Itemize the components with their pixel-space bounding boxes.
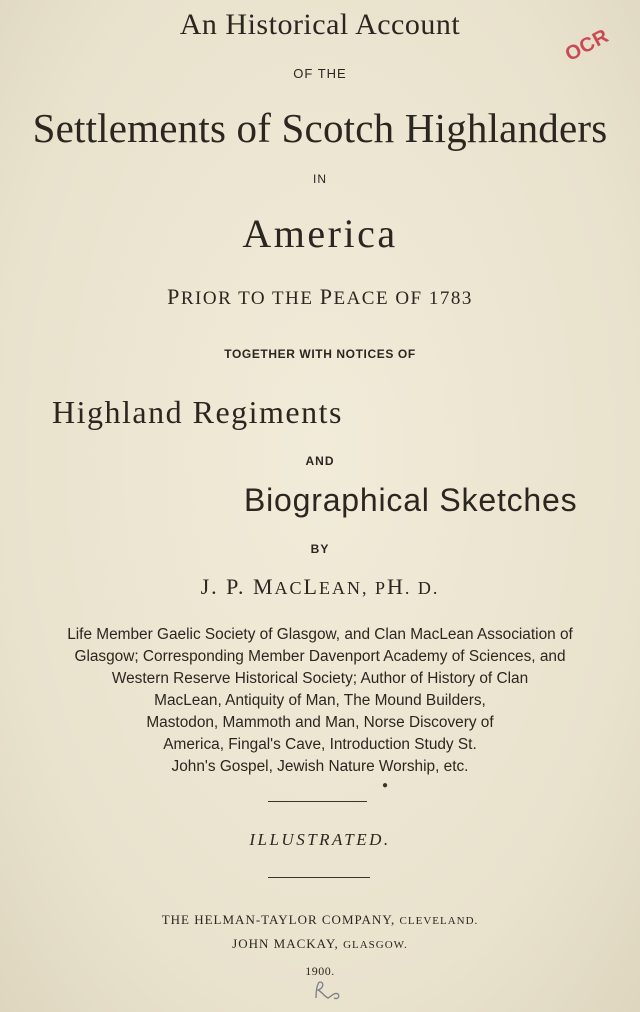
title-line-historical-account: An Historical Account <box>179 8 461 41</box>
title-line-america: America <box>242 211 398 256</box>
author-biography <box>12 624 628 778</box>
divider-rule <box>268 877 370 878</box>
author-part: L <box>303 574 319 599</box>
publisher-city: CLEVELAND. <box>399 915 479 927</box>
title-line-in: IN <box>313 172 327 186</box>
author-part: AC <box>274 578 304 598</box>
handwritten-mark-icon <box>310 978 346 1002</box>
biography-line: Glasgow; Corresponding Member Davenport Academy of Sciences, and <box>74 648 566 665</box>
publication-year: 1900. <box>305 964 335 978</box>
title-line-and: AND <box>305 454 335 468</box>
ocr-stamp-text: OCR <box>561 24 613 66</box>
publisher-name: THE HELMAN-TAYLOR COMPANY, <box>161 912 400 927</box>
divider-rule <box>268 801 367 802</box>
title-line-prior-to-peace <box>0 284 640 310</box>
publisher-name: JOHN MACKAY, <box>232 936 344 951</box>
author-part: . D. <box>404 578 440 598</box>
biography-line: Western Reserve Historical Society; Author of History of Clan <box>111 670 529 687</box>
small-caps-initial: P <box>319 284 334 309</box>
biography-line: John's Gospel, Jewish Nature Worship, etc. <box>171 758 469 775</box>
biography-line: America, Fingal's Cave, Introduction Study St. <box>163 736 477 753</box>
biography-line: Life Member Gaelic Society of Glasgow, and Clan MacLean Association of <box>67 626 573 643</box>
illustrated-label: ILLUSTRATED. <box>249 830 391 849</box>
small-caps-initial: P <box>167 284 181 309</box>
title-line-by: BY <box>310 542 330 556</box>
publisher-line-glasgow <box>0 936 640 952</box>
title-line-biographical-sketches: Biographical Sketches <box>244 482 578 518</box>
title-line-settlements: Settlements of Scotch Highlanders <box>32 105 608 151</box>
author-part: H <box>387 574 405 599</box>
title-line-together-with: TOGETHER WITH NOTICES OF <box>224 347 416 361</box>
author-name <box>0 574 640 600</box>
publisher-line-cleveland <box>0 912 640 928</box>
biography-line: Mastodon, Mammoth and Man, Norse Discovery of <box>146 714 494 731</box>
author-part: EAN, P <box>318 578 387 598</box>
ornament-dot: ● <box>382 780 389 791</box>
title-line-of-the: OF THE <box>293 66 347 81</box>
biography-line: MacLean, Antiquity of Man, The Mound Builders, <box>154 692 486 709</box>
publisher-city: GLASGOW. <box>343 939 408 951</box>
small-caps-text: RIOR TO THE <box>180 288 320 309</box>
small-caps-text: EACE OF 1783 <box>333 288 473 309</box>
author-part: J. P. M <box>200 574 275 599</box>
title-line-highland-regiments: Highland Regiments <box>52 394 343 430</box>
